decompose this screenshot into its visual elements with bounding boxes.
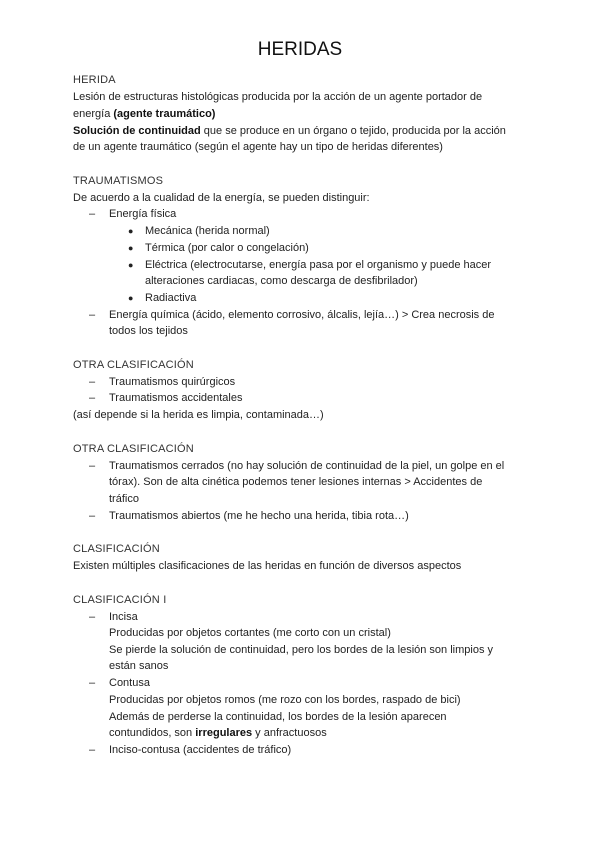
section-heading-otra-clasificacion: OTRA CLASIFICACIÓN: [73, 443, 194, 455]
section-heading-otra-clasificacion: OTRA CLASIFICACIÓN: [73, 359, 194, 371]
list-item-continuation: Se pierde la solución de continuidad, pero los bordes de la lesión son limpios y: [109, 644, 494, 656]
dash-marker: –: [89, 611, 96, 623]
bullet-marker: ●: [128, 293, 134, 303]
list-item: Traumatismos abiertos (me he hecho una herida, tibia rota…): [109, 510, 409, 522]
text-span: contundidos, son: [109, 727, 196, 739]
text-span: y anfractuosos: [252, 727, 327, 739]
bullet-marker: ●: [128, 243, 134, 253]
list-item: Inciso-contusa (accidentes de tráfico): [109, 744, 292, 756]
dash-marker: –: [89, 208, 96, 220]
list-item-continuation: Producidas por objetos romos (me rozo con los bordes, raspado de bici): [109, 694, 461, 706]
list-item-continuation: Producidas por objetos cortantes (me corto con un cristal): [109, 627, 391, 639]
section-heading-clasificacion: CLASIFICACIÓN: [73, 543, 160, 555]
text-span: energía: [73, 108, 114, 120]
list-item: Traumatismos quirúrgicos: [109, 376, 236, 388]
section-heading-herida: HERIDA: [73, 74, 116, 86]
list-item: Eléctrica (electrocutarse, energía pasa por el organismo y puede hacer: [145, 259, 492, 271]
dash-marker: –: [89, 677, 96, 689]
list-item: Contusa: [109, 677, 150, 689]
dash-marker: –: [89, 510, 96, 522]
dash-marker: –: [89, 460, 96, 472]
dash-marker: –: [89, 376, 96, 388]
list-item-continuation: todos los tejidos: [109, 325, 188, 337]
list-item-continuation: [109, 725, 327, 742]
bold-term: (agente traumático): [113, 108, 216, 120]
bullet-marker: ●: [128, 260, 134, 270]
list-item: Energía química (ácido, elemento corrosivo, álcalis, lejía…) > Crea necrosis de: [109, 309, 495, 321]
list-item-continuation: alteraciones cardiacas, como descarga de desfibrilador): [145, 275, 418, 287]
clasificacion-text: Existen múltiples clasificaciones de las heridas en función de diversos aspectos: [73, 560, 462, 572]
traumatismos-intro: De acuerdo a la cualidad de la energía, se pueden distinguir:: [73, 192, 370, 204]
list-item: Radiactiva: [145, 292, 197, 304]
list-item: Incisa: [109, 611, 138, 623]
list-item-continuation: tráfico: [109, 493, 139, 505]
bold-term: Solución de continuidad: [73, 125, 201, 137]
list-item: Traumatismos cerrados (no hay solución de continuidad de la piel, un golpe en el: [109, 460, 505, 472]
dash-marker: –: [89, 309, 96, 321]
herida-text-line: [73, 106, 215, 123]
list-item-continuation: están sanos: [109, 660, 169, 672]
section-heading-traumatismos: TRAUMATISMOS: [73, 175, 164, 187]
dash-marker: –: [89, 744, 96, 756]
list-item-continuation: Además de perderse la continuidad, los bordes de la lesión aparecen: [109, 711, 447, 723]
dash-marker: –: [89, 392, 96, 404]
bold-term: irregulares: [195, 727, 253, 739]
page-title: HERIDAS: [257, 39, 343, 60]
list-item: Mecánica (herida normal): [145, 225, 270, 237]
list-item-continuation: tórax). Son de alta cinética podemos tener lesiones internas > Accidentes de: [109, 476, 483, 488]
herida-text-line: Lesión de estructuras histológicas producida por la acción de un agente portador de: [73, 91, 483, 103]
text-span: que se produce en un órgano o tejido, producida por la acción: [200, 125, 506, 137]
section-heading-clasificacion-i: CLASIFICACIÓN I: [73, 594, 167, 606]
list-item: Energía física: [109, 208, 177, 220]
bullet-marker: ●: [128, 226, 134, 236]
herida-text-line: de un agente traumático (según el agente hay un tipo de heridas diferentes): [73, 141, 443, 153]
herida-text-line: [73, 123, 506, 140]
note-text: (así depende si la herida es limpia, contaminada…): [73, 409, 324, 421]
list-item: Traumatismos accidentales: [109, 392, 243, 404]
list-item: Térmica (por calor o congelación): [145, 242, 309, 254]
